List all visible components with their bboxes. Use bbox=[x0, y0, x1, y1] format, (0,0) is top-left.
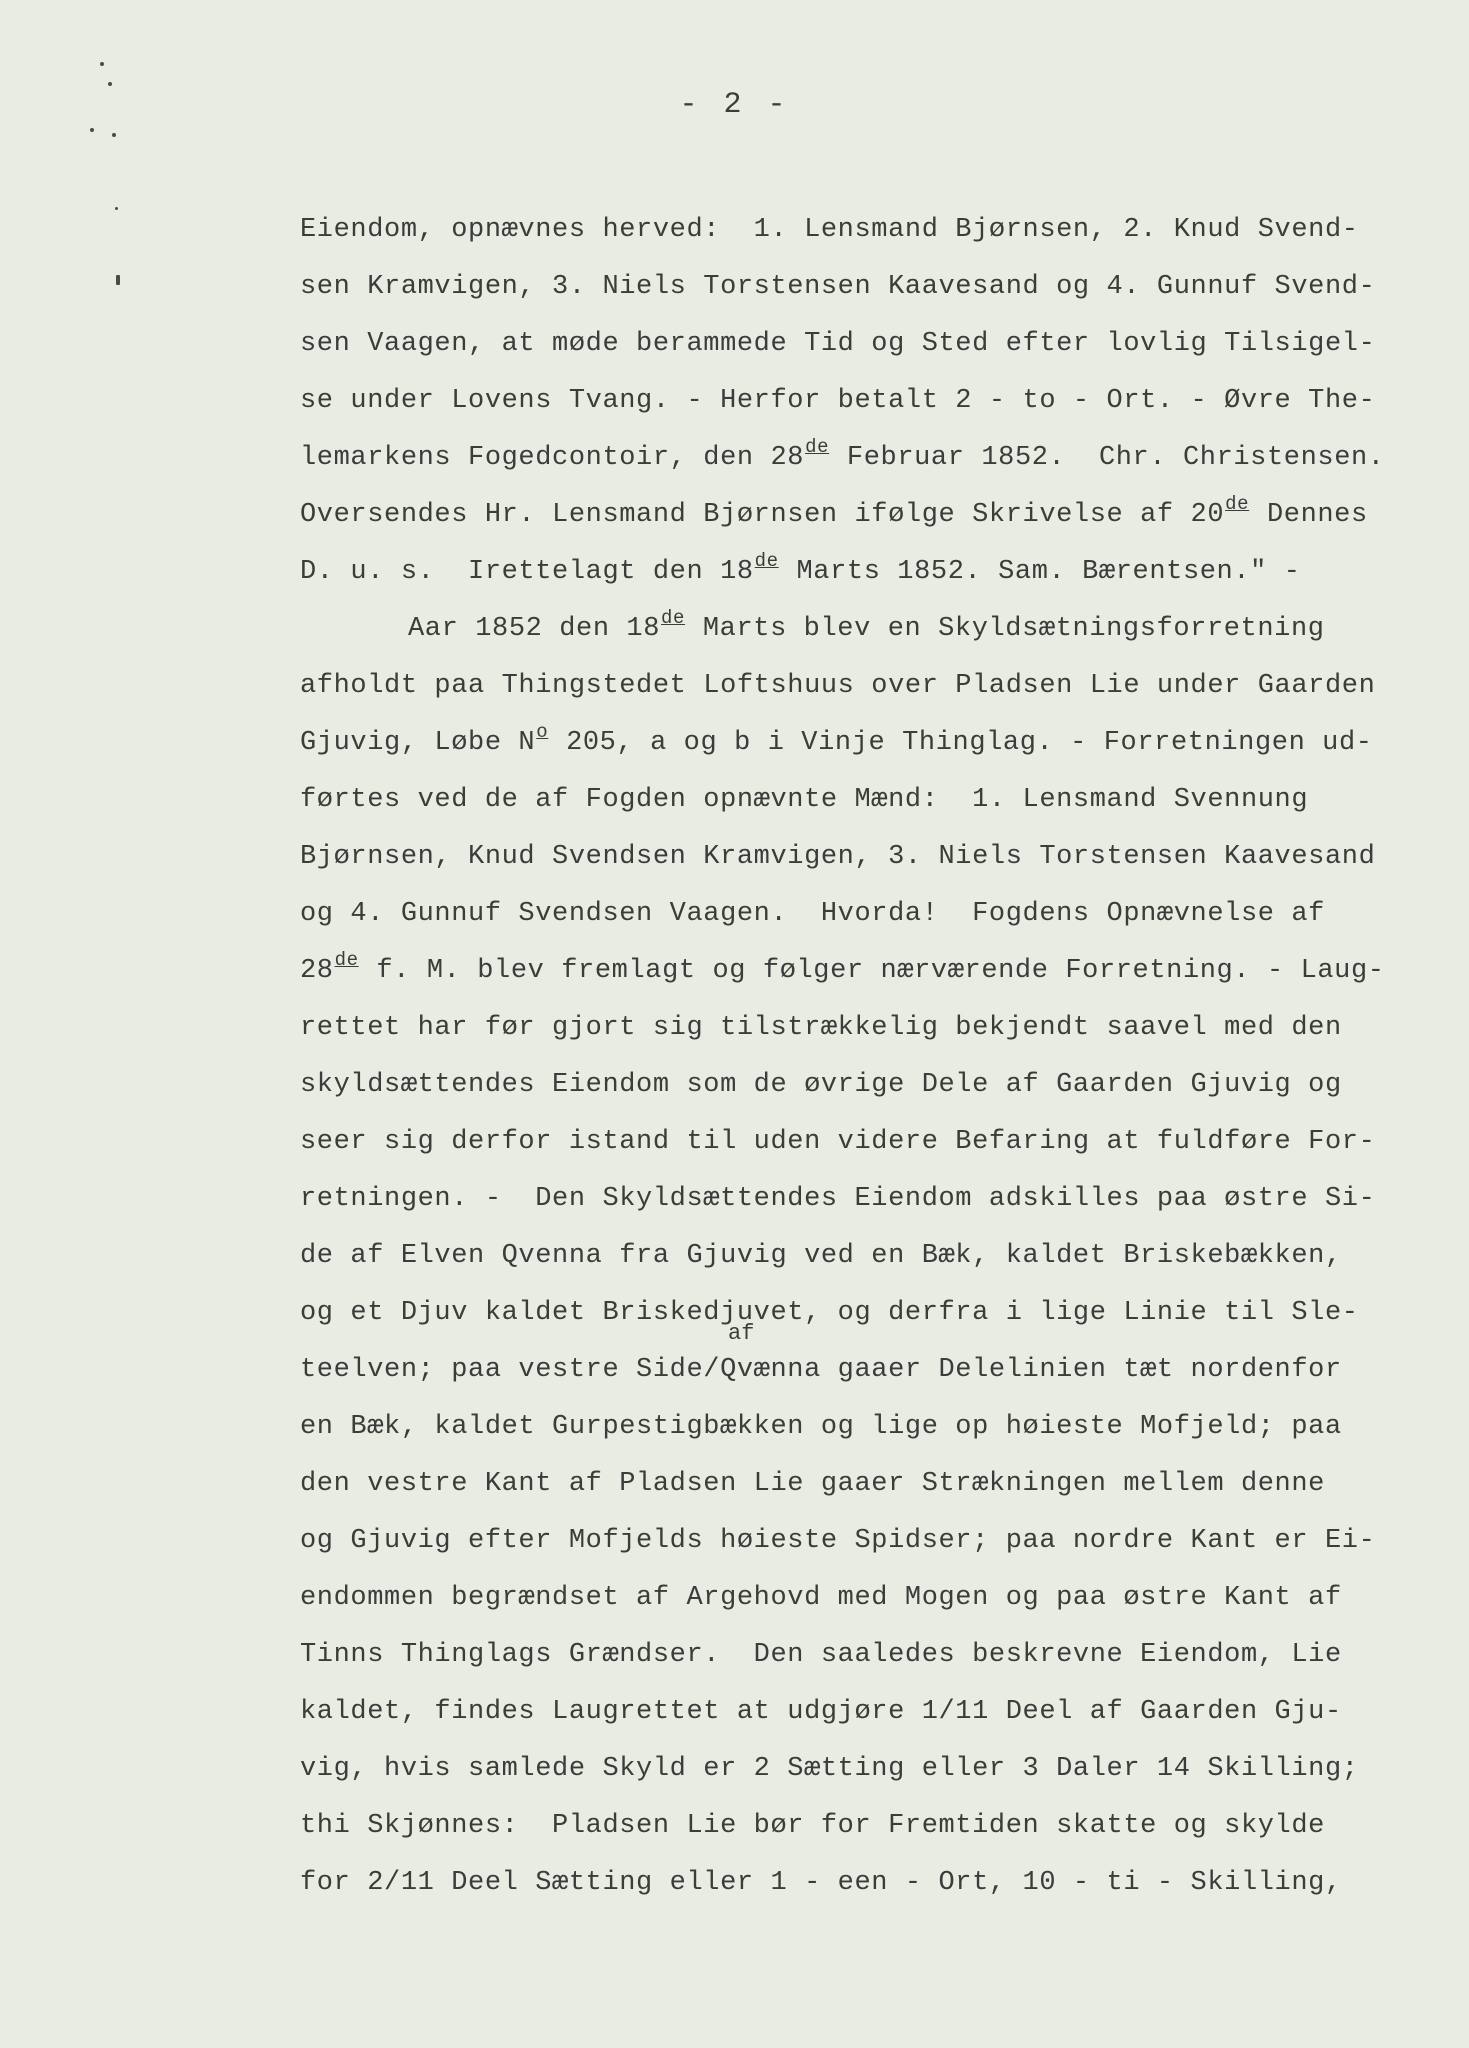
line-text: for 2/11 Deel Sætting eller 1 - een - Ort, 10 - ti - Skilling, bbox=[300, 1868, 1342, 1898]
superscript-ordinal: de bbox=[1225, 493, 1250, 515]
text-line bbox=[300, 1057, 1450, 1114]
line-text: Bjørnsen, Knud Svendsen Kramvigen, 3. Niels Torstensen Kaavesand bbox=[300, 842, 1376, 872]
line-text: Marts 1852. Sam. Bærentsen." - bbox=[779, 557, 1301, 587]
text-line bbox=[300, 1627, 1450, 1684]
line-text: Februar 1852. Chr. Christensen. bbox=[830, 443, 1385, 473]
line-text: endommen begrændset af Argehovd med Mogen og paa østre Kant af bbox=[300, 1583, 1342, 1613]
text-line bbox=[300, 1456, 1450, 1513]
line-text: og 4. Gunnuf Svendsen Vaagen. Hvorda! Fogdens Opnævnelse af bbox=[300, 899, 1325, 929]
text-line bbox=[300, 1285, 1450, 1342]
line-text: 28 bbox=[300, 956, 334, 986]
text-line bbox=[300, 601, 1450, 658]
superscript-ordinal: de bbox=[661, 607, 686, 629]
text-line bbox=[300, 487, 1450, 544]
line-text: skyldsættendes Eiendom som de øvrige Dele af Gaarden Gjuvig og bbox=[300, 1070, 1342, 1100]
line-text: teelven; paa vestre Side/Qvænna gaaer Delelinien tæt nordenfor bbox=[300, 1355, 1342, 1385]
superscript-ordinal: de bbox=[805, 436, 830, 458]
margin-speck bbox=[100, 62, 104, 66]
line-text: Oversendes Hr. Lensmand Bjørnsen ifølge Skrivelse af 20 bbox=[300, 500, 1225, 530]
text-line bbox=[300, 1228, 1450, 1285]
text-line bbox=[300, 1171, 1450, 1228]
text-line bbox=[300, 1570, 1450, 1627]
line-text: Aar 1852 den 18 bbox=[408, 614, 661, 644]
text-line bbox=[300, 373, 1450, 430]
text-line bbox=[300, 259, 1450, 316]
line-text: sen Vaagen, at møde berammede Tid og Sted efter lovlig Tilsigel- bbox=[300, 329, 1376, 359]
text-line bbox=[300, 1798, 1450, 1855]
line-text: afholdt paa Thingstedet Loftshuus over Pladsen Lie under Gaarden bbox=[300, 671, 1376, 701]
text-line bbox=[300, 1342, 1450, 1399]
margin-speck bbox=[90, 128, 94, 132]
text-line bbox=[300, 886, 1450, 943]
superscript-ordinal: de bbox=[334, 949, 359, 971]
line-text: sen Kramvigen, 3. Niels Torstensen Kaavesand og 4. Gunnuf Svend- bbox=[300, 272, 1376, 302]
text-line bbox=[300, 544, 1450, 601]
text-line bbox=[300, 1855, 1450, 1912]
margin-speck bbox=[108, 82, 112, 86]
interlinear-insert: af bbox=[728, 1321, 755, 1346]
line-text: f. M. blev fremlagt og følger nærværende Forretning. - Laug- bbox=[359, 956, 1385, 986]
line-text: retningen. - Den Skyldsættendes Eiendom adskilles paa østre Si- bbox=[300, 1184, 1376, 1214]
line-text: førtes ved de af Fogden opnævnte Mænd: 1. Lensmand Svennung bbox=[300, 785, 1309, 815]
line-text: 205, a og b i Vinje Thinglag. - Forretningen ud- bbox=[549, 728, 1373, 758]
text-line bbox=[300, 202, 1450, 259]
line-text: lemarkens Fogedcontoir, den 28 bbox=[300, 443, 805, 473]
page-number: - 2 - bbox=[679, 88, 790, 122]
text-line bbox=[300, 829, 1450, 886]
text-line bbox=[300, 943, 1450, 1000]
margin-speck bbox=[116, 275, 120, 285]
text-line bbox=[300, 658, 1450, 715]
line-text: Tinns Thinglags Grændser. Den saaledes beskrevne Eiendom, Lie bbox=[300, 1640, 1342, 1670]
superscript-ordinal: de bbox=[754, 550, 779, 572]
text-line bbox=[300, 1684, 1450, 1741]
line-text: D. u. s. Irettelagt den 18 bbox=[300, 557, 754, 587]
line-text: kaldet, findes Laugrettet at udgjøre 1/11 Deel af Gaarden Gju- bbox=[300, 1697, 1342, 1727]
line-text: vig, hvis samlede Skyld er 2 Sætting eller 3 Daler 14 Skilling; bbox=[300, 1754, 1359, 1784]
line-text: Dennes bbox=[1250, 500, 1368, 530]
text-line bbox=[300, 1513, 1450, 1570]
line-text: de af Elven Qvenna fra Gjuvig ved en Bæk, kaldet Briskebækken, bbox=[300, 1241, 1342, 1271]
line-text: Gjuvig, Løbe N bbox=[300, 728, 536, 758]
superscript-ordinal: o bbox=[536, 721, 549, 743]
line-text: thi Skjønnes: Pladsen Lie bør for Fremtiden skatte og skylde bbox=[300, 1811, 1325, 1841]
text-line bbox=[300, 1399, 1450, 1456]
text-line bbox=[300, 715, 1450, 772]
line-text: seer sig derfor istand til uden videre Befaring at fuldføre For- bbox=[300, 1127, 1376, 1157]
line-text: se under Lovens Tvang. - Herfor betalt 2 - to - Ort. - Øvre The- bbox=[300, 386, 1376, 416]
margin-speck bbox=[115, 207, 118, 210]
line-text: den vestre Kant af Pladsen Lie gaaer Strækningen mellem denne bbox=[300, 1469, 1325, 1499]
line-text: rettet har før gjort sig tilstrækkelig bekjendt saavel med den bbox=[300, 1013, 1342, 1043]
text-line bbox=[300, 1741, 1450, 1798]
text-line bbox=[300, 772, 1450, 829]
line-text: en Bæk, kaldet Gurpestigbækken og lige op høieste Mofjeld; paa bbox=[300, 1412, 1342, 1442]
text-line bbox=[300, 316, 1450, 373]
line-text: og et Djuv kaldet Briskedjuvet, og derfra i lige Linie til Sle- bbox=[300, 1298, 1359, 1328]
line-text: Marts blev en Skyldsætningsforretning bbox=[686, 614, 1325, 644]
margin-speck bbox=[112, 133, 116, 137]
text-line bbox=[300, 1000, 1450, 1057]
text-line bbox=[300, 1114, 1450, 1171]
document-body bbox=[300, 202, 1450, 1912]
text-line bbox=[300, 430, 1450, 487]
line-text: og Gjuvig efter Mofjelds høieste Spidser; paa nordre Kant er Ei- bbox=[300, 1526, 1376, 1556]
line-text: Eiendom, opnævnes herved: 1. Lensmand Bjørnsen, 2. Knud Svend- bbox=[300, 215, 1359, 245]
